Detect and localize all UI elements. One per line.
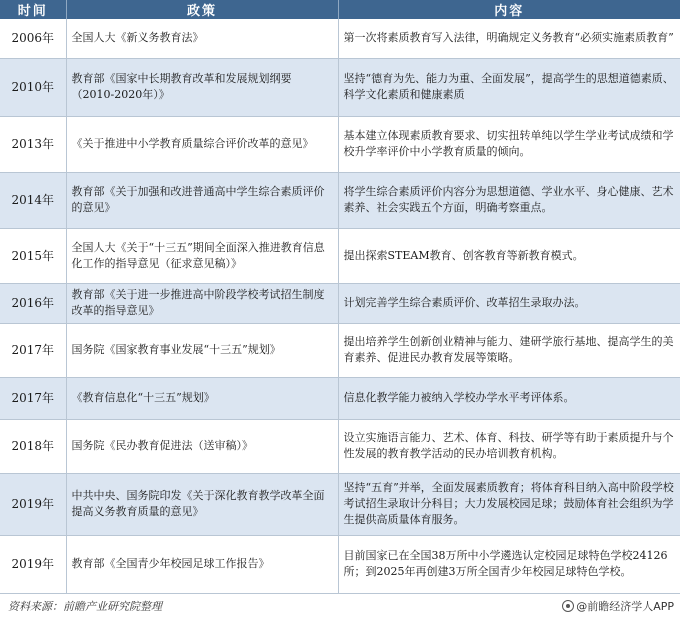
row-policy: 教育部《关于进一步推进高中阶段学校考试招生制度改革的指导意见》 [66, 283, 338, 323]
row-content: 将学生综合素质评价内容分为思想道德、学业水平、身心健康、艺术素养、社会实践五个方面，明确考察重点。 [338, 172, 680, 228]
header-policy: 政策 [66, 0, 338, 19]
row-content: 设立实施语言能力、艺术、体育、科技、研学等有助于素质提升与个性发展的教育教学活动的民办培训教育机构。 [338, 419, 680, 473]
row-policy: 教育部《关于加强和改进普通高中学生综合素质评价的意见》 [66, 172, 338, 228]
row-year: 2016年 [0, 283, 66, 323]
row-year: 2019年 [0, 473, 66, 535]
row-year: 2019年 [0, 535, 66, 593]
row-policy: 国务院《民办教育促进法（送审稿）》 [66, 419, 338, 473]
table-row [0, 58, 680, 116]
table-row [0, 419, 680, 473]
row-content: 坚持“德育为先、能力为重、全面发展”，提高学生的思想道德素质、科学文化素质和健康素质 [338, 58, 680, 116]
row-content: 计划完善学生综合素质评价、改革招生录取办法。 [338, 283, 680, 323]
table-row [0, 473, 680, 535]
row-content: 提出探索STEAM教育、创客教育等新教育模式。 [338, 228, 680, 283]
table-header-row [0, 0, 680, 19]
row-year: 2006年 [0, 19, 66, 58]
row-year: 2018年 [0, 419, 66, 473]
row-policy: 全国人大《关于“十三五”期间全面深入推进教育信息化工作的指导意见（征求意见稿）》 [66, 228, 338, 283]
row-year: 2014年 [0, 172, 66, 228]
source-note: 资料来源：前瞻产业研究院整理 [8, 600, 162, 613]
figure-footer [0, 596, 680, 616]
table-row [0, 283, 680, 323]
row-year: 2015年 [0, 228, 66, 283]
table-row [0, 19, 680, 58]
row-content: 目前国家已在全国38万所中小学遴选认定校园足球特色学校24126所；到2025年再创建3万所全国青少年校园足球特色学校。 [338, 535, 680, 593]
brand-credit [562, 598, 674, 614]
header-year: 时间 [0, 0, 66, 19]
row-policy: 《关于推进中小学教育质量综合评价改革的意见》 [66, 116, 338, 172]
row-year: 2010年 [0, 58, 66, 116]
table-row [0, 535, 680, 593]
row-year: 2013年 [0, 116, 66, 172]
row-policy: 《教育信息化“十三五”规划》 [66, 377, 338, 419]
header-content: 内容 [338, 0, 680, 19]
row-content: 第一次将素质教育写入法律，明确规定义务教育“必须实施素质教育” [338, 19, 680, 58]
row-content: 提出培养学生创新创业精神与能力、建研学旅行基地、提高学生的美育素养、促进民办教育发展等策略。 [338, 323, 680, 377]
brand-logo-icon [562, 600, 574, 612]
row-content: 信息化教学能力被纳入学校办学水平考评体系。 [338, 377, 680, 419]
row-policy: 国务院《国家教育事业发展“十三五”规划》 [66, 323, 338, 377]
row-policy: 全国人大《新义务教育法》 [66, 19, 338, 58]
table-row [0, 377, 680, 419]
row-policy: 中共中央、国务院印发《关于深化教育教学改革全面提高义务教育质量的意见》 [66, 473, 338, 535]
table-row [0, 172, 680, 228]
row-year: 2017年 [0, 323, 66, 377]
row-policy: 教育部《全国青少年校园足球工作报告》 [66, 535, 338, 593]
row-year: 2017年 [0, 377, 66, 419]
table-row [0, 228, 680, 283]
table-row [0, 323, 680, 377]
row-content: 基本建立体现素质教育要求、切实扭转单纯以学生学业考试成绩和学校升学率评价中小学教育质量的倾向。 [338, 116, 680, 172]
table-row [0, 116, 680, 172]
row-content: 坚持“五育”并举，全面发展素质教育；将体育科目纳入高中阶段学校考试招生录取计分科目；大力发展校园足球；鼓励体育社会组织为学生提供高质量体育服务。 [338, 473, 680, 535]
brand-label: @前瞻经济学人APP [576, 600, 674, 613]
row-policy: 教育部《国家中长期教育改革和发展规划纲要（2010-2020年）》 [66, 58, 338, 116]
